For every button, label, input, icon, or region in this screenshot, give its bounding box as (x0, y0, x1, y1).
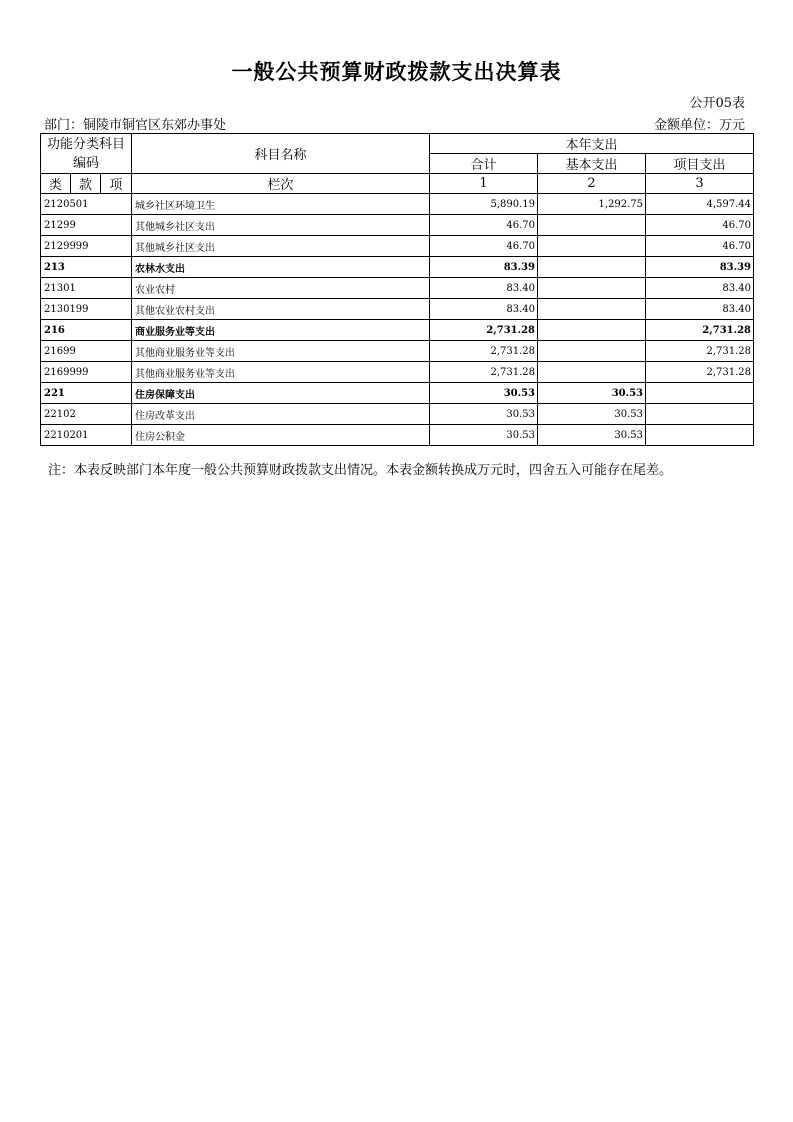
column-order-header: 栏次 (132, 174, 430, 194)
table-row (41, 278, 754, 299)
row-subject-name: 其他商业服务业等支出 (132, 341, 430, 362)
row-code: 221 (41, 383, 132, 404)
table-row (41, 320, 754, 341)
row-total: 2,731.28 (430, 341, 538, 362)
row-project: 2,731.28 (646, 362, 754, 383)
basic-header: 基本支出 (538, 154, 646, 174)
lei-header: 类 (41, 174, 71, 194)
project-header: 项目支出 (646, 154, 754, 174)
table-row (41, 362, 754, 383)
row-code: 21699 (41, 341, 132, 362)
table-row (41, 383, 754, 404)
row-total: 83.40 (430, 299, 538, 320)
row-subject-name: 其他农业农村支出 (132, 299, 430, 320)
row-code: 2210201 (41, 425, 132, 446)
row-subject-name: 住房公积金 (132, 425, 430, 446)
table-row (41, 425, 754, 446)
row-code: 21299 (41, 215, 132, 236)
row-basic (538, 320, 646, 341)
row-code: 2120501 (41, 194, 132, 215)
row-subject-name: 商业服务业等支出 (132, 320, 430, 341)
row-total: 5,890.19 (430, 194, 538, 215)
row-basic (538, 257, 646, 278)
row-subject-name: 其他城乡社区支出 (132, 236, 430, 257)
row-basic: 30.53 (538, 404, 646, 425)
total-header: 合计 (430, 154, 538, 174)
row-code: 2129999 (41, 236, 132, 257)
row-subject-name: 住房改革支出 (132, 404, 430, 425)
row-project: 46.70 (646, 236, 754, 257)
row-total: 83.39 (430, 257, 538, 278)
footnote: 注：本表反映部门本年度一般公共预算财政拨款支出情况。本表金额转换成万元时，四舍五入可能存在尾差。 (48, 463, 673, 478)
row-subject-name: 农林水支出 (132, 257, 430, 278)
col2-header: 2 (538, 174, 646, 194)
table-row (41, 299, 754, 320)
row-basic (538, 362, 646, 383)
col3-header: 3 (646, 174, 754, 194)
row-total: 83.40 (430, 278, 538, 299)
row-basic: 30.53 (538, 383, 646, 404)
row-total: 2,731.28 (430, 362, 538, 383)
row-subject-name: 城乡社区环境卫生 (132, 194, 430, 215)
row-subject-name: 其他商业服务业等支出 (132, 362, 430, 383)
table-row (41, 404, 754, 425)
table-row (41, 215, 754, 236)
row-project: 4,597.44 (646, 194, 754, 215)
row-total: 46.70 (430, 236, 538, 257)
row-basic (538, 278, 646, 299)
row-basic (538, 299, 646, 320)
page-title: 一般公共预算财政拨款支出决算表 (231, 60, 562, 84)
row-project: 2,731.28 (646, 341, 754, 362)
row-project: 83.40 (646, 278, 754, 299)
row-total: 30.53 (430, 425, 538, 446)
subject-name-header: 科目名称 (132, 134, 430, 174)
row-basic (538, 236, 646, 257)
expense-table (40, 133, 754, 446)
year-expense-header: 本年支出 (430, 134, 754, 154)
table-row (41, 341, 754, 362)
row-code: 216 (41, 320, 132, 341)
row-code: 22102 (41, 404, 132, 425)
func-code-header: 功能分类科目编码 (41, 134, 132, 174)
form-number: 公开05表 (689, 96, 745, 111)
row-project: 2,731.28 (646, 320, 754, 341)
row-subject-name: 住房保障支出 (132, 383, 430, 404)
row-subject-name: 农业农村 (132, 278, 430, 299)
kuan-header: 款 (71, 174, 101, 194)
row-code: 21301 (41, 278, 132, 299)
row-code: 2130199 (41, 299, 132, 320)
row-project: 83.39 (646, 257, 754, 278)
table-row (41, 194, 754, 215)
table-row (41, 236, 754, 257)
row-project (646, 425, 754, 446)
row-total: 46.70 (430, 215, 538, 236)
row-total: 30.53 (430, 404, 538, 425)
row-total: 30.53 (430, 383, 538, 404)
row-subject-name: 其他城乡社区支出 (132, 215, 430, 236)
row-basic: 1,292.75 (538, 194, 646, 215)
amount-unit-label: 金额单位：万元 (653, 118, 745, 133)
row-total: 2,731.28 (430, 320, 538, 341)
row-code: 213 (41, 257, 132, 278)
row-basic (538, 341, 646, 362)
row-basic (538, 215, 646, 236)
row-project: 83.40 (646, 299, 754, 320)
table-row (41, 257, 754, 278)
xiang-header: 项 (101, 174, 132, 194)
department-label: 部门：铜陵市铜官区东郊办事处 (44, 118, 227, 133)
col1-header: 1 (430, 174, 538, 194)
row-project (646, 383, 754, 404)
row-project (646, 404, 754, 425)
row-project: 46.70 (646, 215, 754, 236)
row-basic: 30.53 (538, 425, 646, 446)
row-code: 2169999 (41, 362, 132, 383)
